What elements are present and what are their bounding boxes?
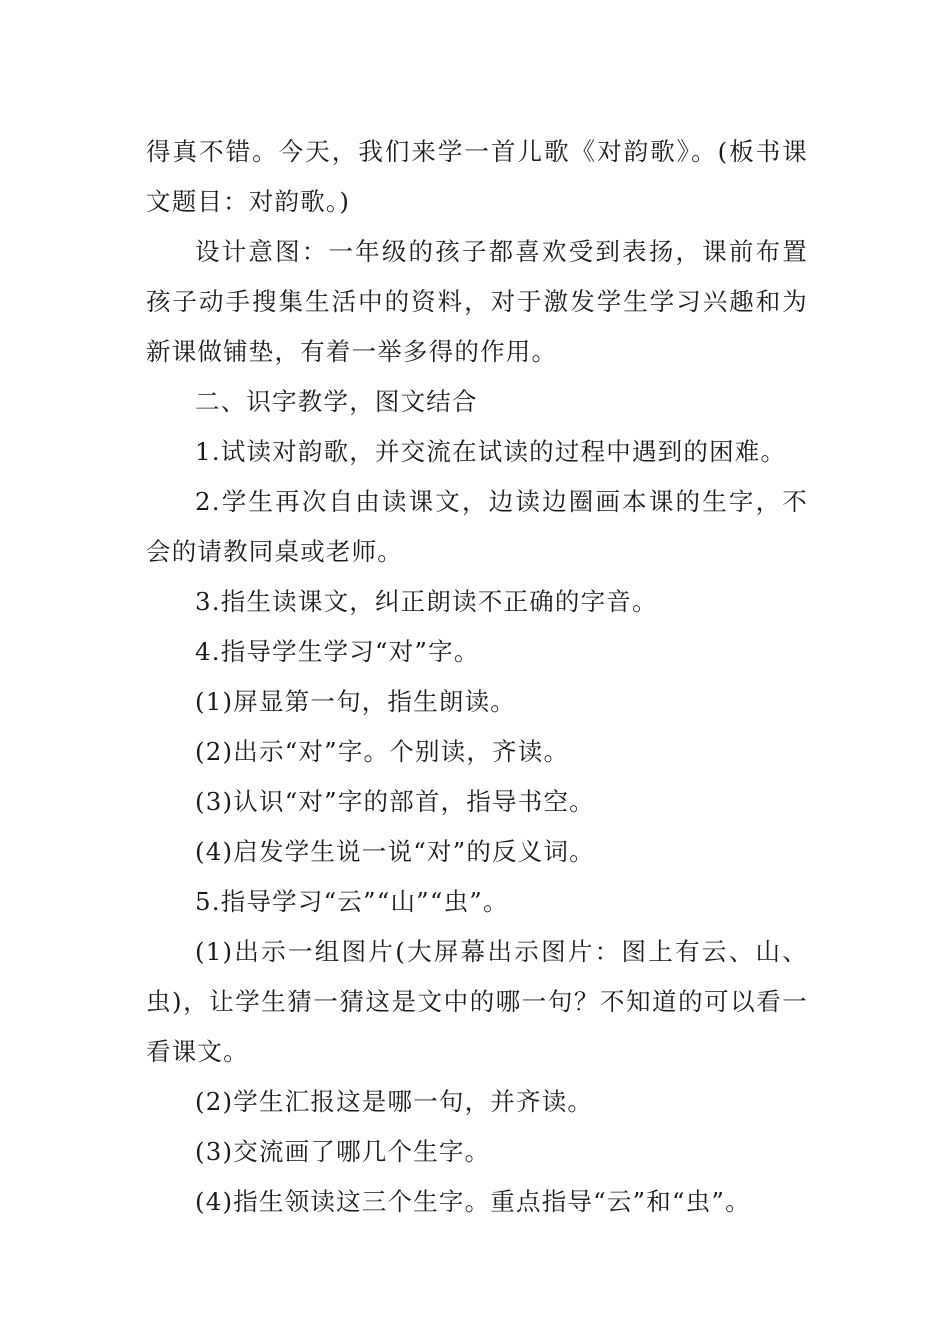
sub-list-item: (3)认识“对”字的部首，指导书空。 (195, 787, 595, 816)
document-body (146, 127, 808, 1227)
list-item: 2.学生再次自由读课文，边读边圈画本课的生字，不会的请教同桌或老师。 (146, 487, 808, 566)
paragraph-continuation: 得真不错。今天，我们来学一首儿歌《对韵歌》。(板书课文题目：对韵歌。) (146, 137, 808, 216)
list-item: 1.试读对韵歌，并交流在试读的过程中遇到的困难。 (195, 437, 787, 466)
section-heading: 二、识字教学，图文结合 (195, 387, 478, 416)
paragraph-design-intent: 设计意图：一年级的孩子都喜欢受到表扬，课前布置孩子动手搜集生活中的资料，对于激发学生学习兴趣和为新课做铺垫，有着一举多得的作用。 (146, 237, 808, 366)
sub-list-item: (2)出示“对”字。个别读，齐读。 (195, 737, 570, 766)
list-item: 5.指导学习“云”“山”“虫”。 (195, 887, 509, 916)
list-item: 3.指生读课文，纠正朗读不正确的字音。 (195, 587, 658, 616)
sub-list-item: (4)启发学生说一说“对”的反义词。 (195, 837, 595, 866)
sub-list-item: (3)交流画了哪几个生字。 (195, 1137, 491, 1166)
sub-list-item: (1)出示一组图片(大屏幕出示图片：图上有云、山、虫)，让学生猜一猜这是文中的哪一句？不知道的可以看一看课文。 (146, 937, 808, 1066)
sub-list-item: (2)学生汇报这是哪一句，并齐读。 (195, 1087, 594, 1116)
list-item: 4.指导学生学习“对”字。 (195, 637, 480, 666)
sub-list-item: (4)指生领读这三个生字。重点指导“云”和“虫”。 (195, 1187, 751, 1216)
sub-list-item: (1)屏显第一句，指生朗读。 (195, 687, 517, 716)
